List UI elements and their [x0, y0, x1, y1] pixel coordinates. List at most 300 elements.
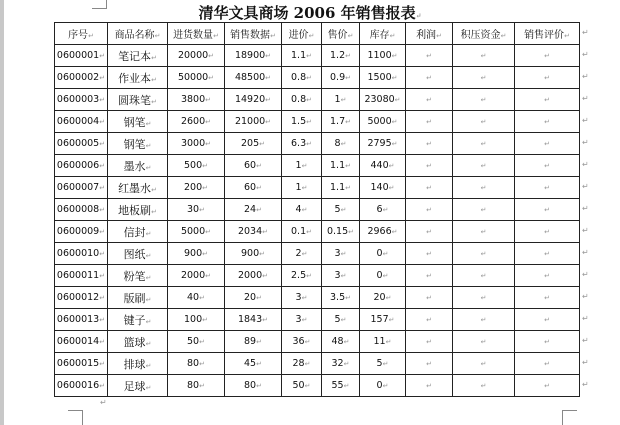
table-cell[interactable] [225, 243, 282, 265]
cell-end-mark: ↵ [343, 360, 350, 368]
cell-end-mark: ↵ [480, 250, 487, 258]
cell-text: 商品名称 [114, 30, 155, 41]
table-cell[interactable] [225, 111, 282, 133]
cell-text: 0600007 [56, 182, 100, 193]
row-end-mark: ↵ [582, 380, 589, 389]
column-header[interactable] [406, 23, 453, 45]
table-cell[interactable] [282, 133, 322, 155]
cell-end-mark: ↵ [265, 74, 272, 82]
cell-text: 0 [376, 248, 383, 259]
table-row [55, 243, 580, 265]
table-cell[interactable] [515, 243, 580, 265]
cell-text: 利润 [416, 30, 437, 41]
cell-end-mark: ↵ [436, 32, 442, 40]
column-header[interactable] [453, 23, 515, 45]
table-cell[interactable] [168, 287, 225, 309]
table-cell[interactable] [406, 331, 453, 353]
table-cell[interactable] [225, 353, 282, 375]
cell-end-mark: ↵ [345, 52, 351, 60]
table-cell[interactable] [406, 287, 453, 309]
cell-end-mark: ↵ [480, 74, 487, 82]
row-end-mark: ↵ [582, 314, 589, 323]
cell-end-mark: ↵ [301, 162, 308, 170]
table-cell[interactable] [406, 133, 453, 155]
column-header[interactable] [322, 23, 360, 45]
table-cell[interactable] [322, 67, 360, 89]
cell-end-mark: ↵ [306, 228, 312, 236]
table-cell[interactable] [55, 309, 108, 331]
cell-text: 40 [187, 292, 200, 303]
table-cell[interactable] [360, 265, 406, 287]
cell-end-mark: ↵ [426, 250, 432, 258]
table-cell[interactable] [108, 375, 168, 397]
cell-text: 80 [244, 380, 257, 391]
table-cell[interactable] [515, 375, 580, 397]
cell-text: 23080 [364, 94, 395, 105]
table-cell[interactable] [453, 309, 515, 331]
cell-end-mark: ↵ [301, 250, 308, 258]
table-cell[interactable] [515, 67, 580, 89]
table-row [55, 331, 580, 353]
table-cell[interactable] [55, 375, 108, 397]
cell-end-mark: ↵ [382, 250, 389, 258]
cell-end-mark: ↵ [480, 228, 487, 236]
cell-text: 5000 [367, 116, 392, 127]
cell-end-mark: ↵ [301, 184, 308, 192]
table-cell[interactable] [55, 67, 108, 89]
table-cell[interactable] [360, 67, 406, 89]
cell-text: 5 [376, 358, 383, 369]
cell-end-mark: ↵ [391, 118, 398, 126]
table-cell[interactable] [55, 89, 108, 111]
cell-end-mark: ↵ [426, 294, 432, 302]
table-cell[interactable] [360, 287, 406, 309]
left-ruler-edge [0, 0, 4, 425]
table-cell[interactable] [453, 375, 515, 397]
cell-end-mark: ↵ [564, 32, 570, 40]
table-cell[interactable] [168, 133, 225, 155]
table-cell[interactable] [406, 375, 453, 397]
table-cell[interactable] [108, 89, 168, 111]
table-cell[interactable] [282, 199, 322, 221]
column-header[interactable] [360, 23, 406, 45]
cell-text: 1.1 [291, 50, 307, 61]
table-cell[interactable] [406, 155, 453, 177]
table-cell[interactable] [225, 133, 282, 155]
cell-end-mark: ↵ [348, 228, 355, 236]
table-header-row [55, 23, 580, 45]
table-cell[interactable] [225, 89, 282, 111]
cell-end-mark: ↵ [544, 228, 550, 236]
cell-end-mark: ↵ [426, 118, 432, 126]
table-cell[interactable] [360, 111, 406, 133]
table-cell[interactable] [453, 177, 515, 199]
table-cell[interactable] [406, 89, 453, 111]
table-cell[interactable] [515, 89, 580, 111]
table-cell[interactable] [322, 309, 360, 331]
cell-end-mark: ↵ [426, 360, 432, 368]
table-cell[interactable] [453, 67, 515, 89]
cell-end-mark: ↵ [382, 360, 389, 368]
cell-text: 3800 [180, 94, 206, 105]
cell-end-mark: ↵ [544, 382, 550, 390]
table-cell[interactable] [108, 309, 168, 331]
table-cell[interactable] [225, 331, 282, 353]
table-cell[interactable] [406, 67, 453, 89]
cell-end-mark: ↵ [259, 250, 265, 258]
cell-end-mark: ↵ [391, 52, 398, 60]
table-cell[interactable] [282, 375, 322, 397]
cell-text: 1.2 [330, 50, 346, 61]
cell-text: 205 [240, 138, 260, 149]
cell-end-mark: ↵ [426, 74, 432, 82]
cell-text: 0600013 [56, 314, 100, 325]
cell-text: 版刷 [123, 291, 146, 305]
cell-text: 笔记本 [118, 49, 152, 63]
cell-end-mark: ↵ [480, 382, 487, 390]
row-end-mark: ↵ [582, 204, 589, 213]
table-cell[interactable] [225, 155, 282, 177]
column-header[interactable] [55, 23, 108, 45]
table-cell[interactable] [108, 265, 168, 287]
table-cell[interactable] [108, 331, 168, 353]
cell-end-mark: ↵ [202, 250, 208, 258]
table-cell[interactable] [282, 155, 322, 177]
table-cell[interactable] [360, 45, 406, 67]
cell-text: 3 [295, 314, 302, 325]
table-cell[interactable] [168, 265, 225, 287]
cell-text: 0600011 [56, 270, 100, 281]
cell-text: 30 [187, 204, 200, 215]
table-cell[interactable] [360, 309, 406, 331]
cell-end-mark: ↵ [343, 338, 350, 346]
cell-text: 8 [334, 138, 341, 149]
cell-text: 库存 [369, 30, 390, 41]
table-cell[interactable] [108, 177, 168, 199]
cell-end-mark: ↵ [394, 96, 401, 104]
table-cell[interactable] [225, 177, 282, 199]
cell-end-mark: ↵ [151, 75, 157, 84]
cell-end-mark: ↵ [205, 228, 212, 236]
table-cell[interactable] [453, 111, 515, 133]
table-cell[interactable] [406, 199, 453, 221]
table-cell[interactable] [453, 331, 515, 353]
table-cell[interactable] [282, 309, 322, 331]
cell-end-mark: ↵ [345, 74, 351, 82]
cell-end-mark: ↵ [99, 272, 106, 280]
table-cell[interactable] [282, 67, 322, 89]
cell-text: 1500 [367, 72, 392, 83]
table-cell[interactable] [322, 177, 360, 199]
table-cell[interactable] [108, 199, 168, 221]
table-cell[interactable] [322, 111, 360, 133]
table-cell[interactable] [453, 155, 515, 177]
table-cell[interactable] [360, 199, 406, 221]
table-cell[interactable] [282, 331, 322, 353]
table-cell[interactable] [55, 111, 108, 133]
table-cell[interactable] [225, 309, 282, 331]
cell-end-mark: ↵ [205, 140, 212, 148]
cell-text: 89 [244, 336, 257, 347]
table-cell[interactable] [515, 331, 580, 353]
table-cell[interactable] [282, 111, 322, 133]
cell-end-mark: ↵ [256, 382, 262, 390]
table-cell[interactable] [282, 353, 322, 375]
cell-end-mark: ↵ [391, 228, 398, 236]
table-cell[interactable] [406, 265, 453, 287]
table-cell[interactable] [360, 331, 406, 353]
cell-text: 销售评价 [524, 30, 565, 41]
table-cell[interactable] [322, 243, 360, 265]
table-cell[interactable] [406, 243, 453, 265]
table-cell[interactable] [282, 265, 322, 287]
table-cell[interactable] [55, 265, 108, 287]
table-cell[interactable] [453, 89, 515, 111]
table-cell[interactable] [406, 221, 453, 243]
cell-end-mark: ↵ [208, 52, 215, 60]
table-row [55, 221, 580, 243]
table-cell[interactable] [108, 155, 168, 177]
table-cell[interactable] [322, 45, 360, 67]
table-cell[interactable] [360, 243, 406, 265]
cell-end-mark: ↵ [426, 96, 432, 104]
table-cell[interactable] [515, 177, 580, 199]
table-cell[interactable] [225, 45, 282, 67]
cell-text: 80 [187, 380, 200, 391]
cell-end-mark: ↵ [544, 360, 550, 368]
table-cell[interactable] [225, 199, 282, 221]
table-cell[interactable] [322, 265, 360, 287]
row-end-mark: ↵ [582, 182, 589, 191]
table-cell[interactable] [322, 155, 360, 177]
table-cell[interactable] [168, 67, 225, 89]
cell-end-mark: ↵ [382, 272, 389, 280]
table-cell[interactable] [55, 221, 108, 243]
cell-text: 进价 [288, 30, 309, 41]
table-cell[interactable] [515, 221, 580, 243]
table-cell[interactable] [282, 89, 322, 111]
cell-end-mark: ↵ [426, 272, 432, 280]
table-cell[interactable] [282, 287, 322, 309]
table-cell[interactable] [168, 111, 225, 133]
table-cell[interactable] [515, 155, 580, 177]
cell-end-mark: ↵ [99, 140, 106, 148]
table-cell[interactable] [225, 375, 282, 397]
cell-text: 1.1 [330, 160, 346, 171]
cell-end-mark: ↵ [388, 316, 395, 324]
column-header[interactable] [108, 23, 168, 45]
cell-end-mark: ↵ [151, 185, 157, 194]
cell-text: 500 [183, 160, 203, 171]
column-header[interactable] [168, 23, 225, 45]
cell-end-mark: ↵ [99, 294, 106, 302]
table-cell[interactable] [322, 287, 360, 309]
table-cell[interactable] [55, 243, 108, 265]
cell-end-mark: ↵ [262, 272, 269, 280]
cell-text: 0.15 [326, 226, 349, 237]
table-cell[interactable] [168, 331, 225, 353]
table-cell[interactable] [453, 45, 515, 67]
table-cell[interactable] [282, 45, 322, 67]
paragraph-mark: ↵ [100, 398, 107, 407]
table-cell[interactable] [55, 331, 108, 353]
table-cell[interactable] [55, 45, 108, 67]
table-cell[interactable] [515, 353, 580, 375]
table-cell[interactable] [168, 221, 225, 243]
cell-end-mark: ↵ [99, 338, 106, 346]
table-cell[interactable] [515, 133, 580, 155]
cell-end-mark: ↵ [145, 251, 152, 260]
table-cell[interactable] [108, 353, 168, 375]
cell-end-mark: ↵ [389, 32, 396, 40]
cell-end-mark: ↵ [480, 184, 487, 192]
table-row [55, 199, 580, 221]
table-cell[interactable] [168, 375, 225, 397]
table-row [55, 177, 580, 199]
cell-end-mark: ↵ [205, 118, 212, 126]
table-cell[interactable] [453, 353, 515, 375]
table-cell[interactable] [453, 199, 515, 221]
table-cell[interactable] [225, 67, 282, 89]
cell-end-mark: ↵ [99, 118, 106, 126]
column-header[interactable] [225, 23, 282, 45]
table-cell[interactable] [55, 155, 108, 177]
table-cell[interactable] [225, 265, 282, 287]
cell-text: 440 [370, 160, 389, 171]
cell-text: 销售数据 [230, 30, 271, 41]
cell-end-mark: ↵ [301, 294, 308, 302]
table-cell[interactable] [282, 221, 322, 243]
table-cell[interactable] [515, 287, 580, 309]
cell-text: 0600009 [56, 226, 100, 237]
table-cell[interactable] [55, 133, 108, 155]
table-cell[interactable] [322, 89, 360, 111]
cell-text: 157 [370, 314, 389, 325]
table-cell[interactable] [168, 89, 225, 111]
cell-end-mark: ↵ [340, 96, 347, 104]
cell-end-mark: ↵ [340, 316, 347, 324]
cell-end-mark: ↵ [426, 162, 432, 170]
table-cell[interactable] [360, 353, 406, 375]
table-cell[interactable] [168, 155, 225, 177]
table-cell[interactable] [108, 111, 168, 133]
table-cell[interactable] [322, 353, 360, 375]
table-cell[interactable] [168, 353, 225, 375]
table-cell[interactable] [108, 133, 168, 155]
cell-text: 60 [244, 160, 257, 171]
table-cell[interactable] [406, 353, 453, 375]
cell-end-mark: ↵ [345, 162, 351, 170]
table-cell[interactable] [360, 133, 406, 155]
table-cell[interactable] [322, 199, 360, 221]
table-cell[interactable] [55, 177, 108, 199]
cell-text: 36 [292, 336, 305, 347]
column-header[interactable] [282, 23, 322, 45]
table-cell[interactable] [360, 177, 406, 199]
table-cell[interactable] [406, 111, 453, 133]
table-cell[interactable] [453, 287, 515, 309]
table-cell[interactable] [406, 45, 453, 67]
cell-text: 0600004 [56, 116, 100, 127]
column-header[interactable] [515, 23, 580, 45]
cell-end-mark: ↵ [304, 338, 311, 346]
table-cell[interactable] [322, 331, 360, 353]
cell-end-mark: ↵ [480, 316, 487, 324]
document-title [0, 2, 620, 23]
table-cell[interactable] [168, 177, 225, 199]
cell-text: 48500 [234, 72, 266, 83]
table-cell[interactable] [108, 67, 168, 89]
cell-text: 100 [183, 314, 203, 325]
cell-text: 60 [244, 182, 257, 193]
cell-end-mark: ↵ [426, 206, 432, 214]
table-cell[interactable] [168, 243, 225, 265]
cell-text: 48 [331, 336, 344, 347]
cell-text: 1 [295, 182, 302, 193]
table-cell[interactable] [108, 287, 168, 309]
cell-end-mark: ↵ [256, 184, 262, 192]
table-cell[interactable] [453, 243, 515, 265]
table-cell[interactable] [108, 243, 168, 265]
table-cell[interactable] [453, 265, 515, 287]
cell-text: 11 [373, 336, 386, 347]
table-cell[interactable] [168, 199, 225, 221]
cell-text: 0600006 [56, 160, 100, 171]
cell-text: 18900 [234, 50, 266, 61]
table-cell[interactable] [515, 199, 580, 221]
table-cell[interactable] [453, 221, 515, 243]
cell-text: 0 [376, 270, 383, 281]
table-cell[interactable] [406, 177, 453, 199]
cell-text: 0600008 [56, 204, 100, 215]
table-cell[interactable] [225, 221, 282, 243]
table-cell[interactable] [282, 243, 322, 265]
table-cell[interactable] [168, 309, 225, 331]
cell-end-mark: ↵ [306, 74, 312, 82]
table-cell[interactable] [225, 287, 282, 309]
table-cell[interactable] [360, 375, 406, 397]
table-cell[interactable] [453, 133, 515, 155]
table-cell[interactable] [515, 111, 580, 133]
table-cell[interactable] [406, 309, 453, 331]
cell-text: 排球 [123, 357, 146, 371]
table-cell[interactable] [515, 265, 580, 287]
cell-text: 200 [183, 182, 203, 193]
table-cell[interactable] [360, 155, 406, 177]
cell-text: 0600016 [56, 380, 100, 391]
cell-end-mark: ↵ [208, 74, 215, 82]
table-cell[interactable] [515, 309, 580, 331]
table-cell[interactable] [55, 287, 108, 309]
table-cell[interactable] [322, 221, 360, 243]
table-cell[interactable] [322, 133, 360, 155]
paragraph-mark: ↵ [415, 11, 422, 20]
table-cell[interactable] [360, 89, 406, 111]
cell-end-mark: ↵ [301, 206, 308, 214]
table-cell[interactable] [282, 177, 322, 199]
table-cell[interactable] [515, 45, 580, 67]
cell-text: 地板刷 [118, 203, 152, 217]
cell-end-mark: ↵ [205, 96, 212, 104]
table-cell[interactable] [360, 221, 406, 243]
table-cell[interactable] [55, 353, 108, 375]
cell-end-mark: ↵ [99, 382, 106, 390]
table-cell[interactable] [168, 45, 225, 67]
table-cell[interactable] [108, 45, 168, 67]
table-cell[interactable] [322, 375, 360, 397]
table-cell[interactable] [55, 199, 108, 221]
table-cell[interactable] [108, 221, 168, 243]
